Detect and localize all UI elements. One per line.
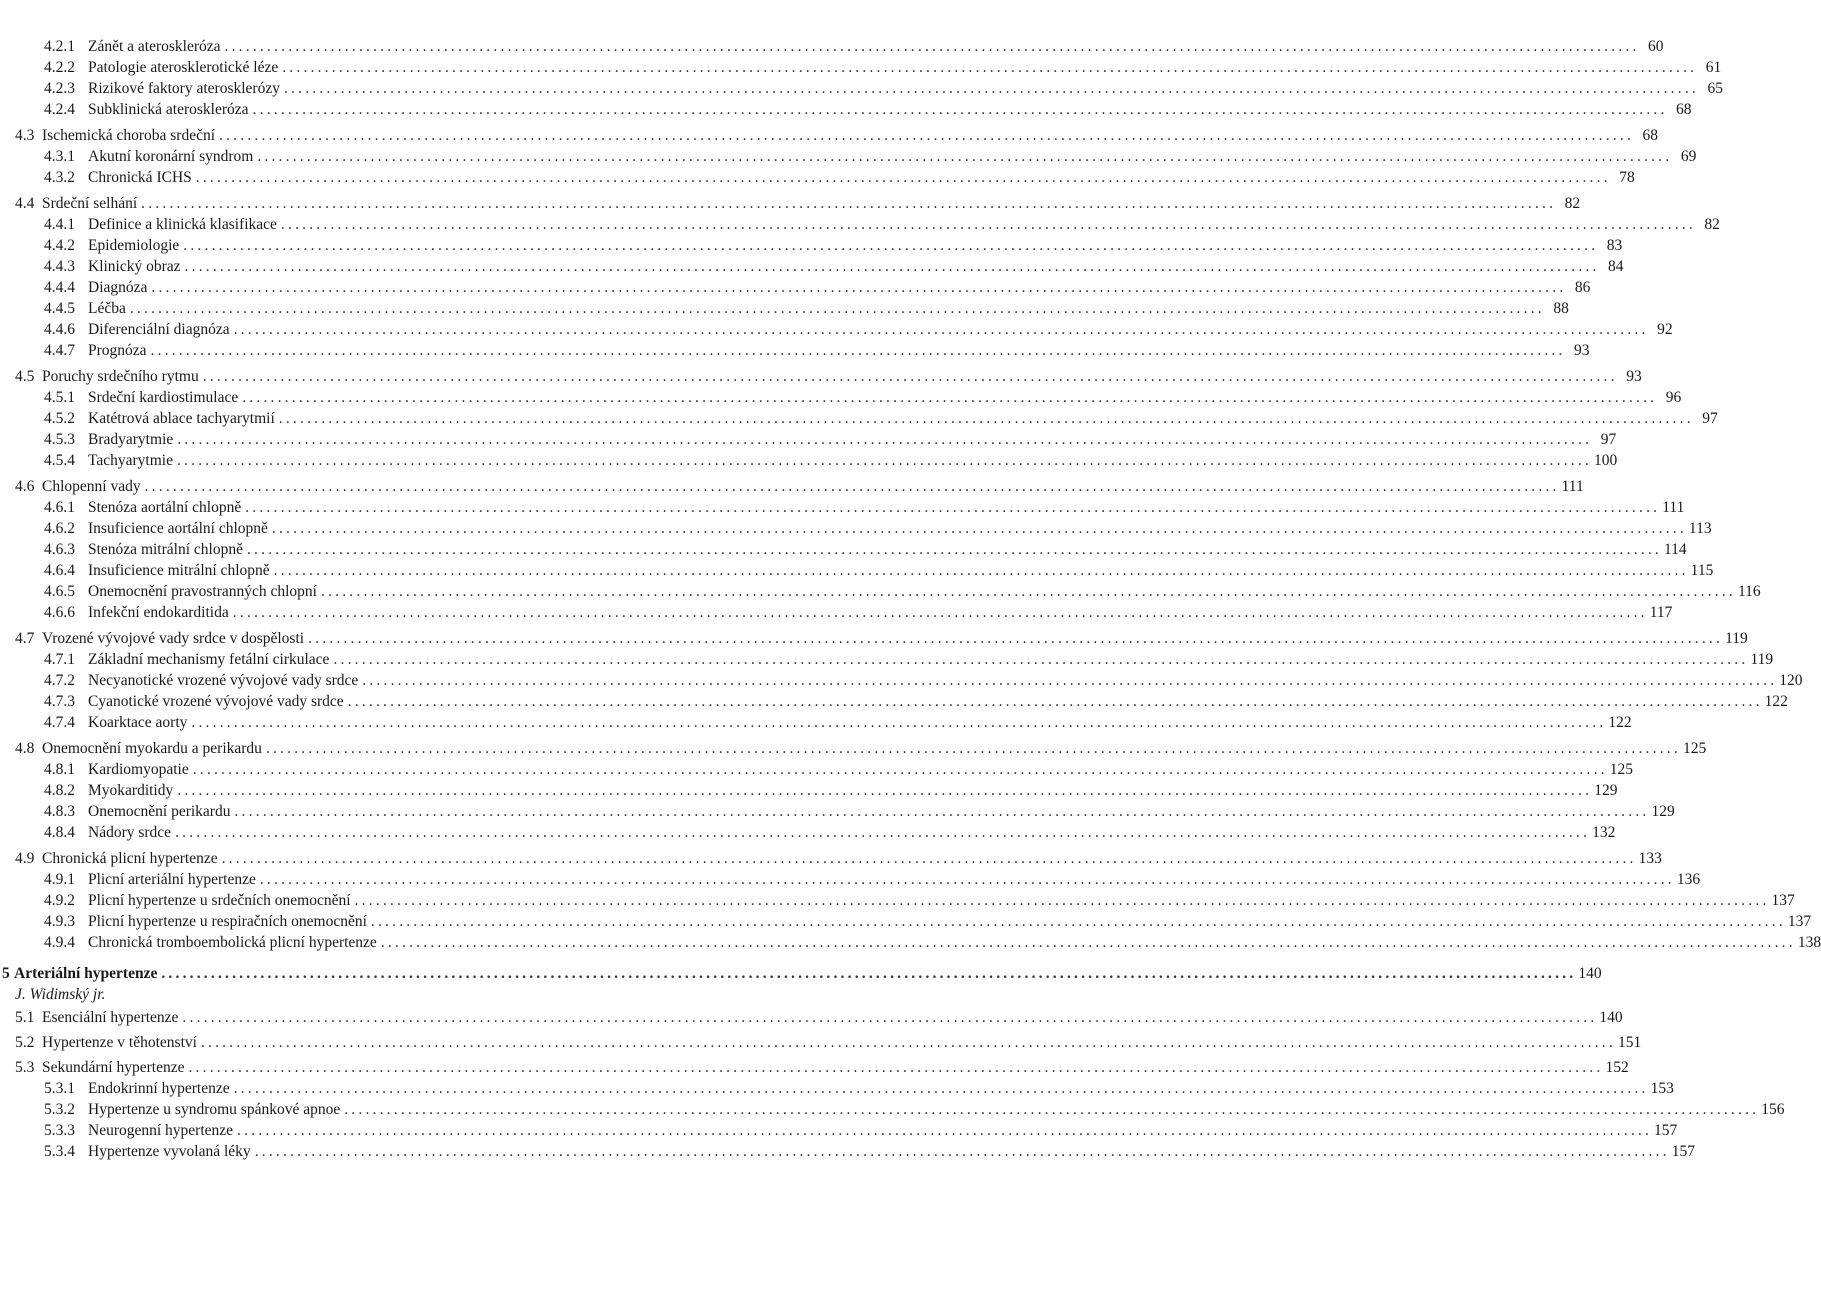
toc-section-title: Onemocnění myokardu a perikardu bbox=[42, 740, 262, 757]
toc-section-number: 4.4.2 bbox=[44, 237, 75, 254]
toc-dot-leader: ........................................................................................................................................................................................................ bbox=[177, 431, 1593, 448]
toc-page-number: 65 bbox=[1707, 80, 1723, 97]
toc-entry bbox=[44, 670, 1803, 692]
toc-page-number: 96 bbox=[1665, 389, 1682, 406]
toc-entry bbox=[44, 450, 1618, 472]
toc-section-title: Klinický obraz bbox=[88, 258, 181, 275]
toc-page-number: 129 bbox=[1594, 782, 1618, 799]
toc-entry bbox=[44, 691, 1788, 713]
toc-dot-leader: ........................................................................................................................................................................................................ bbox=[129, 300, 1545, 317]
toc-dot-leader: ........................................................................................................................................................................................................ bbox=[380, 934, 1796, 951]
toc-section-number: 4.8.4 bbox=[44, 824, 75, 841]
toc-entry bbox=[15, 1057, 1629, 1079]
toc-dot-leader: ........................................................................................................................................................................................................ bbox=[254, 1143, 1670, 1160]
toc-page-number: 100 bbox=[1594, 452, 1618, 469]
toc-section-title: Insuficience aortální chlopně bbox=[88, 520, 268, 537]
toc-entry bbox=[44, 869, 1701, 891]
toc-section-title: Epidemiologie bbox=[88, 237, 180, 254]
toc-section-number: 4.7.3 bbox=[44, 693, 75, 710]
toc-section-title: Hypertenze u syndromu spánkové apnoe bbox=[88, 1101, 341, 1118]
toc-section-title: Infekční endokarditida bbox=[88, 604, 229, 621]
toc-section-number: 4.6.5 bbox=[44, 583, 75, 600]
toc-page-number: 122 bbox=[1764, 693, 1788, 710]
toc-section-number: 4.5.3 bbox=[44, 431, 75, 448]
toc-section-number: 4.4.3 bbox=[44, 258, 75, 275]
toc-entry bbox=[44, 1120, 1678, 1142]
toc-dot-leader: ........................................................................................................................................................................................................ bbox=[177, 452, 1592, 469]
toc-page-number: 157 bbox=[1654, 1122, 1678, 1139]
toc-section-number: 5.3.4 bbox=[44, 1143, 75, 1160]
toc-page-number: 119 bbox=[1725, 630, 1748, 647]
toc-page-number: 137 bbox=[1771, 892, 1795, 909]
toc-dot-leader: ........................................................................................................................................................................................................ bbox=[233, 1080, 1649, 1097]
toc-page-number: 97 bbox=[1702, 410, 1718, 427]
toc-page-number: 116 bbox=[1738, 583, 1761, 600]
toc-entry bbox=[44, 759, 1633, 781]
toc-dot-leader: ........................................................................................................................................................................................................ bbox=[265, 740, 1681, 757]
toc-section-title: Poruchy srdečního rytmu bbox=[42, 368, 199, 385]
toc-dot-leader: ........................................................................................................................................................................................................ bbox=[192, 761, 1608, 778]
toc-dot-leader: ........................................................................................................................................................................................................ bbox=[259, 871, 1675, 888]
toc-page-number: 68 bbox=[1676, 101, 1692, 118]
toc-page-number: 156 bbox=[1761, 1101, 1785, 1118]
toc-section-title: Nádory srdce bbox=[88, 824, 172, 841]
toc-page-number: 114 bbox=[1663, 541, 1687, 558]
toc-section-title: Diagnóza bbox=[88, 279, 148, 296]
toc-section-title: Kardiomyopatie bbox=[88, 761, 189, 778]
toc-section-title: Ischemická choroba srdeční bbox=[42, 127, 216, 144]
toc-section-number: 4.4.4 bbox=[44, 279, 75, 296]
toc-dot-leader: ........................................................................................................................................................................................................ bbox=[321, 583, 1736, 600]
toc-dot-leader: ........................................................................................................................................................................................................ bbox=[257, 148, 1673, 165]
toc-dot-leader: ........................................................................................................................................................................................................ bbox=[308, 630, 1724, 647]
toc-section-number: 4.2.2 bbox=[44, 59, 75, 76]
toc-section-number: 4.5.2 bbox=[44, 410, 75, 427]
toc-dot-leader: ........................................................................................................................................................................................................ bbox=[219, 127, 1635, 144]
toc-page-number: 152 bbox=[1605, 1059, 1629, 1076]
toc-dot-leader: ........................................................................................................................................................................................................ bbox=[362, 672, 1778, 689]
toc-section-title: Základní mechanismy fetální cirkulace bbox=[88, 651, 330, 668]
toc-entry bbox=[44, 99, 1692, 121]
toc-page-number: 138 bbox=[1797, 934, 1821, 951]
toc-section-title: Srdeční selhání bbox=[42, 195, 138, 212]
toc-page-number: 115 bbox=[1690, 562, 1714, 579]
toc-page-number: 97 bbox=[1600, 431, 1617, 448]
toc-section-number: 4.5 bbox=[15, 368, 35, 385]
toc-section-number: 5.3.2 bbox=[44, 1101, 75, 1118]
toc-section-number: 4.4 bbox=[15, 195, 35, 212]
toc-section-title: Tachyarytmie bbox=[88, 452, 173, 469]
toc-section-title: Plicní arteriální hypertenze bbox=[88, 871, 256, 888]
toc-dot-leader: ........................................................................................................................................................................................................ bbox=[246, 541, 1662, 558]
toc-entry bbox=[15, 1007, 1623, 1029]
toc-entry bbox=[44, 649, 1774, 671]
toc-section-number: 4.4.1 bbox=[44, 216, 75, 233]
toc-entry bbox=[44, 581, 1761, 603]
toc-entry bbox=[15, 1032, 1642, 1054]
toc-entry bbox=[44, 214, 1720, 236]
toc-section-number: 4.3.2 bbox=[44, 169, 75, 186]
toc-dot-leader: ........................................................................................................................................................................................................ bbox=[233, 321, 1649, 338]
toc-dot-leader: ........................................................................................................................................................................................................ bbox=[150, 342, 1566, 359]
toc-dot-leader: ........................................................................................................................................................................................................ bbox=[191, 714, 1607, 731]
toc-section-number: 4.7.4 bbox=[44, 714, 75, 731]
toc-section-number: 4.6.2 bbox=[44, 520, 75, 537]
toc-section-title: Chronická tromboembolická plicní hypertenze bbox=[88, 934, 377, 951]
toc-dot-leader: ........................................................................................................................................................................................................ bbox=[195, 169, 1611, 186]
toc-dot-leader: ........................................................................................................................................................................................................ bbox=[242, 389, 1658, 406]
toc-section-number: 4.6.1 bbox=[44, 499, 75, 516]
toc-section-title: Hypertenze v těhotenství bbox=[42, 1034, 197, 1051]
toc-section-number: 4.5.1 bbox=[44, 389, 75, 406]
toc-section-title: Plicní hypertenze u srdečních onemocnění bbox=[88, 892, 351, 909]
toc-chapter bbox=[2, 963, 1602, 985]
toc-section-number: 5.2 bbox=[15, 1034, 35, 1051]
toc-page-number: 92 bbox=[1657, 321, 1673, 338]
toc-page-number: 153 bbox=[1650, 1080, 1674, 1097]
toc-page-number: 132 bbox=[1592, 824, 1616, 841]
toc-section-number: 4.2.1 bbox=[44, 38, 75, 55]
toc-section-title: Arteriální hypertenze bbox=[14, 965, 158, 982]
toc-dot-leader: ........................................................................................................................................................................................................ bbox=[347, 693, 1763, 710]
toc-section-number: 4.8.2 bbox=[44, 782, 75, 799]
toc-dot-leader: ........................................................................................................................................................................................................ bbox=[271, 520, 1687, 537]
toc-section-title: Bradyarytmie bbox=[88, 431, 174, 448]
toc-entry bbox=[44, 167, 1635, 189]
toc-dot-leader: ........................................................................................................................................................................................................ bbox=[280, 216, 1696, 233]
toc-dot-leader: ........................................................................................................................................................................................................ bbox=[282, 59, 1698, 76]
toc-entry bbox=[15, 848, 1662, 870]
toc-page-number: 119 bbox=[1750, 651, 1774, 668]
toc-section-number: 4.7 bbox=[15, 630, 35, 647]
toc-page-number: 88 bbox=[1553, 300, 1569, 317]
toc-section-number: 4.3 bbox=[15, 127, 35, 144]
toc-page-number: 82 bbox=[1564, 195, 1581, 212]
toc-section-title: Endokrinní hypertenze bbox=[88, 1080, 230, 1097]
toc-section-title: Zánět a ateroskleróza bbox=[88, 38, 221, 55]
toc-section-number: 4.5.4 bbox=[44, 452, 75, 469]
toc-page-number: 111 bbox=[1561, 478, 1584, 495]
toc-section-number: 4.6.4 bbox=[44, 562, 75, 579]
toc-section-number: 4.4.7 bbox=[44, 342, 75, 359]
toc-section-number: 4.8.3 bbox=[44, 803, 75, 820]
toc-page-number: 83 bbox=[1606, 237, 1623, 254]
toc-page-number: 78 bbox=[1619, 169, 1635, 186]
toc-entry bbox=[44, 539, 1687, 561]
toc-section-number: 4.9.2 bbox=[44, 892, 75, 909]
toc-dot-leader: ........................................................................................................................................................................................................ bbox=[183, 237, 1599, 254]
toc-entry bbox=[44, 235, 1623, 257]
toc-entry bbox=[44, 911, 1812, 933]
toc-section-title: Chlopenní vady bbox=[42, 478, 141, 495]
toc-section-title: Léčba bbox=[88, 300, 126, 317]
toc-section-title: Stenóza aortální chlopně bbox=[88, 499, 242, 516]
toc-entry bbox=[44, 801, 1675, 823]
toc-page-number: 140 bbox=[1578, 965, 1602, 982]
toc-entry bbox=[44, 822, 1616, 844]
toc-section-number: 4.3.1 bbox=[44, 148, 75, 165]
toc-section-title: Stenóza mitrální chlopně bbox=[88, 541, 243, 558]
toc-entry bbox=[44, 387, 1682, 409]
toc-entry bbox=[44, 1141, 1695, 1163]
toc-section-number: 4.9 bbox=[15, 850, 35, 867]
toc-section-title: Cyanotické vrozené vývojové vady srdce bbox=[88, 693, 344, 710]
toc-section-number: 4.6 bbox=[15, 478, 35, 495]
toc-page-number: 82 bbox=[1704, 216, 1720, 233]
toc-page-number: 117 bbox=[1649, 604, 1673, 621]
toc-dot-leader: ........................................................................................................................................................................................................ bbox=[370, 913, 1786, 930]
toc-page-number: 60 bbox=[1648, 38, 1664, 55]
toc-entry bbox=[44, 712, 1632, 734]
toc-dot-leader: ........................................................................................................................................................................................................ bbox=[161, 965, 1577, 982]
toc-dot-leader: ........................................................................................................................................................................................................ bbox=[175, 824, 1591, 841]
toc-section-title: Patologie aterosklerotické léze bbox=[88, 59, 279, 76]
toc-section-title: Insuficience mitrální chlopně bbox=[88, 562, 270, 579]
toc-section-title: Onemocnění pravostranných chlopní bbox=[88, 583, 317, 600]
toc-entry bbox=[15, 193, 1581, 215]
toc-dot-leader: ........................................................................................................................................................................................................ bbox=[273, 562, 1689, 579]
toc-page-number: 157 bbox=[1671, 1143, 1695, 1160]
toc-entry bbox=[44, 408, 1718, 430]
toc-dot-leader: ........................................................................................................................................................................................................ bbox=[278, 410, 1694, 427]
toc-page-number: 69 bbox=[1680, 148, 1697, 165]
toc-section-title: Hypertenze vyvolaná léky bbox=[88, 1143, 251, 1160]
toc-entry bbox=[15, 125, 1659, 147]
toc-page-number: 93 bbox=[1574, 342, 1590, 359]
toc-section-number: 4.7.2 bbox=[44, 672, 75, 689]
toc-page-number: 84 bbox=[1608, 258, 1624, 275]
toc-section-title: Prognóza bbox=[88, 342, 147, 359]
toc-section-title: Necyanotické vrozené vývojové vady srdce bbox=[88, 672, 359, 689]
toc-page-number: 122 bbox=[1608, 714, 1632, 731]
toc-section-number: 4.7.1 bbox=[44, 651, 75, 668]
toc-entry bbox=[44, 497, 1685, 519]
toc-entry bbox=[44, 1078, 1674, 1100]
toc-dot-leader: ........................................................................................................................................................................................................ bbox=[237, 1122, 1653, 1139]
toc-section-title: Myokarditidy bbox=[88, 782, 174, 799]
toc-dot-leader: ........................................................................................................................................................................................................ bbox=[200, 1034, 1616, 1051]
toc-section-title: Plicní hypertenze u respiračních onemocnění bbox=[88, 913, 367, 930]
toc-dot-leader: ........................................................................................................................................................................................................ bbox=[234, 803, 1650, 820]
toc-page-number: 125 bbox=[1682, 740, 1707, 757]
toc-page-number: 111 bbox=[1662, 499, 1685, 516]
toc-section-title: Katétrová ablace tachyarytmií bbox=[88, 410, 275, 427]
toc-entry bbox=[44, 1099, 1785, 1121]
toc-section-number: 5.3.3 bbox=[44, 1122, 75, 1139]
toc-section-title: Srdeční kardiostimulace bbox=[88, 389, 239, 406]
toc-dot-leader: ........................................................................................................................................................................................................ bbox=[151, 279, 1567, 296]
toc-entry bbox=[44, 36, 1664, 58]
chapter-author: J. Widimský jr. bbox=[15, 986, 106, 1003]
toc-dot-leader: ........................................................................................................................................................................................................ bbox=[245, 499, 1661, 516]
toc-page-number: 140 bbox=[1599, 1009, 1623, 1026]
toc-section-title: Chronická plicní hypertenze bbox=[42, 850, 218, 867]
toc-dot-leader: ........................................................................................................................................................................................................ bbox=[221, 850, 1637, 867]
toc-page-number: 120 bbox=[1779, 672, 1803, 689]
toc-section-number: 5.3.1 bbox=[44, 1080, 75, 1097]
toc-entry bbox=[44, 560, 1714, 582]
toc-page-number: 129 bbox=[1651, 803, 1675, 820]
toc-section-number: 4.8 bbox=[15, 740, 35, 757]
toc-dot-leader: ........................................................................................................................................................................................................ bbox=[333, 651, 1749, 668]
toc-section-title: Subklinická ateroskleróza bbox=[88, 101, 249, 118]
toc-page-number: 136 bbox=[1676, 871, 1701, 888]
toc-dot-leader: ........................................................................................................................................................................................................ bbox=[188, 1059, 1604, 1076]
toc-page-number: 61 bbox=[1705, 59, 1722, 76]
toc-section-number: 4.4.5 bbox=[44, 300, 75, 317]
toc-section-title: Esenciální hypertenze bbox=[42, 1009, 179, 1026]
toc-entry bbox=[44, 319, 1673, 341]
toc-dot-leader: ........................................................................................................................................................................................................ bbox=[202, 368, 1618, 385]
toc-section-number: 4.6.3 bbox=[44, 541, 75, 558]
toc-section-title: Onemocnění perikardu bbox=[88, 803, 231, 820]
toc-section-title: Koarktace aorty bbox=[88, 714, 188, 731]
toc-section-number: 4.9.4 bbox=[44, 934, 75, 951]
toc-section-title: Definice a klinická klasifikace bbox=[88, 216, 277, 233]
toc-page-number: 113 bbox=[1688, 520, 1712, 537]
toc-entry bbox=[44, 78, 1723, 100]
toc-entry bbox=[15, 366, 1642, 388]
toc-dot-leader: ........................................................................................................................................................................................................ bbox=[354, 892, 1770, 909]
toc-entry bbox=[15, 738, 1707, 760]
toc-entry bbox=[44, 277, 1591, 299]
toc-dot-leader: ........................................................................................................................................................................................................ bbox=[144, 478, 1560, 495]
toc-section-title: Sekundární hypertenze bbox=[42, 1059, 185, 1076]
toc-section-number: 4.9.3 bbox=[44, 913, 75, 930]
toc-dot-leader: ........................................................................................................................................................................................................ bbox=[224, 38, 1640, 55]
toc-entry bbox=[44, 340, 1590, 362]
toc-section-number: 4.8.1 bbox=[44, 761, 75, 778]
toc-dot-leader: ........................................................................................................................................................................................................ bbox=[184, 258, 1600, 275]
toc-entry bbox=[44, 890, 1795, 912]
toc-section-number: 5.3 bbox=[15, 1059, 35, 1076]
toc-entry bbox=[15, 628, 1748, 650]
toc-entry bbox=[44, 602, 1673, 624]
toc-section-number: 5 bbox=[2, 965, 10, 982]
toc-section-number: 4.6.6 bbox=[44, 604, 75, 621]
toc-dot-leader: ........................................................................................................................................................................................................ bbox=[141, 195, 1557, 212]
toc-section-title: Neurogenní hypertenze bbox=[88, 1122, 234, 1139]
toc-entry bbox=[15, 476, 1584, 498]
toc-dot-leader: ........................................................................................................................................................................................................ bbox=[283, 80, 1699, 97]
toc-entry bbox=[44, 518, 1712, 540]
toc-section-title: Diferenciální diagnóza bbox=[88, 321, 230, 338]
toc-page-number: 137 bbox=[1787, 913, 1812, 930]
toc-entry bbox=[44, 429, 1617, 451]
toc-entry bbox=[44, 780, 1618, 802]
toc-section-title: Rizikové faktory aterosklerózy bbox=[88, 80, 280, 97]
toc-section-title: Akutní koronární syndrom bbox=[88, 148, 254, 165]
toc-page-number: 93 bbox=[1626, 368, 1642, 385]
toc-entry bbox=[44, 256, 1624, 278]
toc-page-number: 151 bbox=[1617, 1034, 1642, 1051]
toc-page-number: 125 bbox=[1609, 761, 1633, 778]
toc-dot-leader: ........................................................................................................................................................................................................ bbox=[182, 1009, 1598, 1026]
toc-entry bbox=[44, 298, 1569, 320]
toc-page-number: 133 bbox=[1638, 850, 1662, 867]
toc-section-number: 4.2.3 bbox=[44, 80, 75, 97]
toc-section-number: 4.9.1 bbox=[44, 871, 75, 888]
toc-dot-leader: ........................................................................................................................................................................................................ bbox=[177, 782, 1593, 799]
toc-dot-leader: ........................................................................................................................................................................................................ bbox=[232, 604, 1648, 621]
toc-dot-leader: ........................................................................................................................................................................................................ bbox=[252, 101, 1668, 118]
toc-section-number: 5.1 bbox=[15, 1009, 35, 1026]
toc-section-title: Chronická ICHS bbox=[88, 169, 192, 186]
toc-page-number: 86 bbox=[1574, 279, 1591, 296]
toc-entry bbox=[44, 146, 1697, 168]
toc-page-number: 68 bbox=[1642, 127, 1659, 144]
toc-dot-leader: ........................................................................................................................................................................................................ bbox=[344, 1101, 1760, 1118]
toc-section-title: Vrozené vývojové vady srdce v dospělosti bbox=[42, 630, 305, 647]
toc-section-number: 4.2.4 bbox=[44, 101, 75, 118]
toc-section-number: 4.4.6 bbox=[44, 321, 75, 338]
toc-entry bbox=[44, 932, 1821, 954]
toc-entry bbox=[44, 57, 1722, 79]
